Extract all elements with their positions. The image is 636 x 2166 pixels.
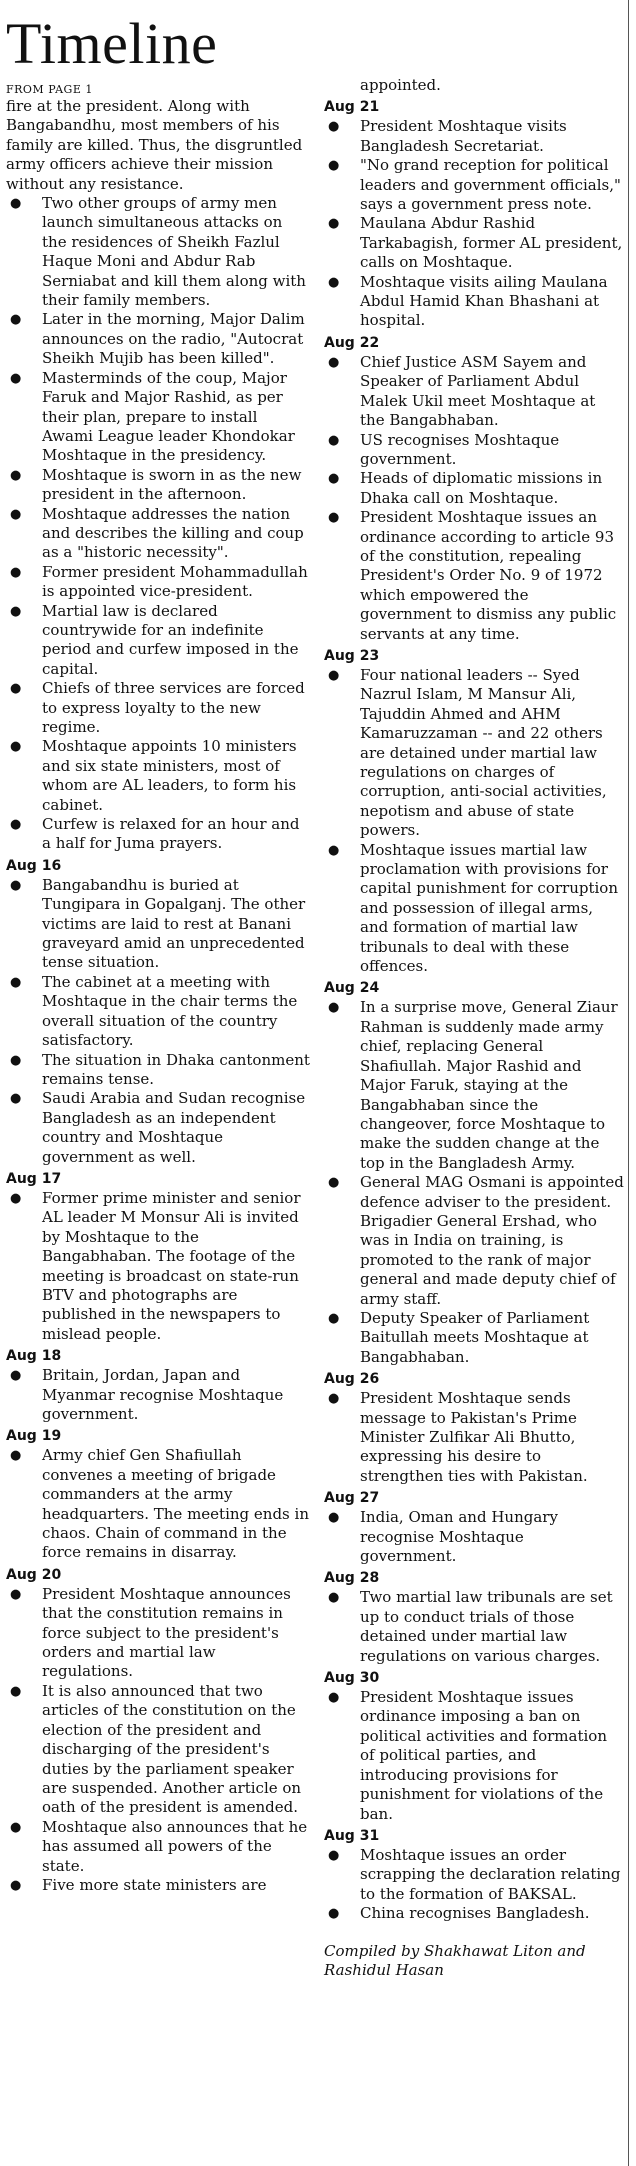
bullet-icon: ● xyxy=(10,1368,22,1384)
item-list xyxy=(6,1446,311,1562)
timeline-item-text: President Moshtaque sends message to Pakistan's Prime Minister Zulfikar Ali Bhutto, expressing his desire to strengthen ties with Pakistan. xyxy=(360,1389,588,1485)
timeline-item-text: President Moshtaque issues ordinance imposing a ban on political activities and formation of political parties, and introducing provisions for punishment for violations of the ban. xyxy=(360,1688,607,1823)
item-list xyxy=(6,876,311,1167)
byline-credit: Compiled by Shakhawat Liton and Rashidul Hasan xyxy=(324,1941,586,1979)
timeline-item-text: Later in the morning, Major Dalim announces on the radio, "Autocrat Sheikh Mujib has been killed". xyxy=(42,310,305,368)
timeline-item xyxy=(6,194,311,310)
bullet-icon: ● xyxy=(10,506,22,522)
bullet-icon: ● xyxy=(328,119,340,135)
bullet-icon: ● xyxy=(10,817,22,833)
continuation-label: FROM PAGE 1 xyxy=(6,83,93,96)
item-list xyxy=(324,998,624,1367)
bullet-icon: ● xyxy=(328,1847,340,1863)
timeline-item-text: Five more state ministers are xyxy=(42,1875,267,1894)
item-list xyxy=(6,1366,311,1424)
bullet-icon: ● xyxy=(328,1175,340,1191)
timeline-item-text: Saudi Arabia and Sudan recognise Bangladesh as an independent country and Moshtaque government as well. xyxy=(42,1089,306,1166)
section-aug-30 xyxy=(324,1668,624,1824)
timeline-item-text: India, Oman and Hungary recognise Moshtaque government. xyxy=(360,1508,558,1566)
timeline-item-text: It is also announced that two articles of the constitution on the election of the president and discharging of the president's duties by the parliament speaker are suspended. Another article on oath of the president is amended. xyxy=(42,1681,302,1817)
timeline-item-text: Curfew is relaxed for an hour and a half for Juma prayers. xyxy=(42,815,300,853)
bullet-icon: ● xyxy=(10,739,22,755)
bullet-icon: ● xyxy=(328,667,340,683)
timeline-item xyxy=(324,841,624,977)
timeline-item-text: In a surprise move, General Ziaur Rahman is suddenly made army chief, replacing General Shafiullah. Major Rashid and Major Faruk, staying at the Bangabhaban since the changeover, force Moshtaque to make the sudden change at the top in the Bangladesh Army. xyxy=(360,998,618,1172)
timeline-item xyxy=(324,214,624,272)
timeline-item-text: "No grand reception for political leaders and government officials," says a government press note. xyxy=(360,156,621,214)
right-column xyxy=(324,76,624,1980)
timeline-item xyxy=(324,1309,624,1367)
section-aug-17 xyxy=(6,1169,311,1344)
timeline-item-text: Moshtaque addresses the nation and describes the killing and coup as a "historic necessity". xyxy=(42,504,304,562)
bullet-icon: ● xyxy=(328,1510,340,1526)
timeline-item-text: China recognises Bangladesh. xyxy=(360,1904,590,1923)
date-heading: Aug 27 xyxy=(324,1490,380,1507)
bullet-icon: ● xyxy=(328,274,340,290)
timeline-item xyxy=(6,815,311,854)
timeline-item-text: The cabinet at a meeting with Moshtaque in the chair terms the overall situation of the country satisfactory. xyxy=(42,972,298,1050)
timeline-item xyxy=(324,1508,624,1566)
bullet-icon: ● xyxy=(10,1819,22,1835)
timeline-item-text: Former prime minister and senior AL leader M Monsur Ali is invited by Moshtaque to the Bangabhaban. The footage of the meeting is broadcast on state-run BTV and photographs are published in the newspapers to mislead people. xyxy=(42,1188,301,1343)
bullet-icon: ● xyxy=(328,510,340,526)
timeline-item xyxy=(6,1818,311,1876)
section-aug-16 xyxy=(6,856,311,1167)
timeline-item-text: Moshtaque visits ailing Maulana Abdul Hamid Khan Bhashani at hospital. xyxy=(360,272,608,330)
bullet-icon: ● xyxy=(10,1052,22,1068)
timeline-item xyxy=(6,973,311,1051)
timeline-item-text: President Moshtaque issues an ordinance according to article 93 of the constitution, repealing President's Order No. 9 of 1972 which empowered the government to dismiss any public servants at any time. xyxy=(360,508,617,643)
timeline-item-text: Moshtaque also announces that he has assumed all powers of the state. xyxy=(42,1817,308,1875)
timeline-item xyxy=(6,1051,311,1090)
section-aug-24 xyxy=(324,978,624,1367)
bullet-icon: ● xyxy=(328,432,340,448)
timeline-item-text: Maulana Abdur Rashid Tarkabagish, former AL president, calls on Moshtaque. xyxy=(360,214,623,272)
bullet-icon: ● xyxy=(10,1091,22,1107)
timeline-item xyxy=(324,431,624,470)
item-list xyxy=(324,1588,624,1666)
timeline-item-text: Army chief Gen Shafiullah convenes a meeting of brigade commanders at the army headquarters. The meeting ends in chaos. Chain of command in the force remains in disarray. xyxy=(42,1446,309,1562)
item-list xyxy=(324,1688,624,1824)
timeline-item xyxy=(6,737,311,815)
timeline-item-text: Four national leaders -- Syed Nazrul Islam, M Mansur Ali, Tajuddin Ahmed and AHM Kamaruzzaman -- and 22 others are detained under martial law regulations on charges of corruption, anti-social activities, nepotism and abuse of state powers. xyxy=(360,665,607,840)
bullet-icon: ● xyxy=(10,877,22,893)
item-list xyxy=(324,1389,624,1486)
item-list xyxy=(324,353,624,644)
timeline-item-text: President Moshtaque announces that the constitution remains in force subject to the president's orders and martial law regulations. xyxy=(42,1584,291,1681)
date-heading: Aug 20 xyxy=(6,1566,62,1583)
timeline-item xyxy=(324,1588,624,1666)
section-aug-23 xyxy=(324,646,624,977)
bullet-icon: ● xyxy=(328,158,340,174)
date-heading: Aug 19 xyxy=(6,1428,62,1445)
date-heading: Aug 16 xyxy=(6,857,62,874)
timeline-item xyxy=(6,1189,311,1344)
bullet-icon: ● xyxy=(328,354,340,370)
date-heading: Aug 21 xyxy=(324,99,380,116)
timeline-item-text: Moshtaque appoints 10 ministers and six state ministers, most of whom are AL leaders, to form his cabinet. xyxy=(42,737,297,814)
timeline-item xyxy=(6,876,311,973)
aug15-list xyxy=(6,194,311,854)
bullet-icon: ● xyxy=(10,196,22,212)
section-aug-19 xyxy=(6,1426,311,1562)
item-list xyxy=(324,117,624,330)
timeline-item xyxy=(6,1089,311,1167)
timeline-item xyxy=(6,466,311,505)
timeline-item xyxy=(324,508,624,644)
date-heading: Aug 22 xyxy=(324,334,380,351)
timeline-item xyxy=(324,1173,624,1309)
bullet-icon: ● xyxy=(328,1690,340,1706)
section-aug-21 xyxy=(324,97,624,330)
timeline-item xyxy=(324,1389,624,1486)
timeline-item xyxy=(324,353,624,431)
page-title: Timeline xyxy=(6,11,218,76)
bullet-icon: ● xyxy=(10,603,22,619)
timeline-item xyxy=(324,469,624,508)
bullet-icon: ● xyxy=(10,681,22,697)
section-aug-26 xyxy=(324,1369,624,1486)
timeline-item xyxy=(6,505,311,563)
date-heading: Aug 26 xyxy=(324,1371,380,1388)
timeline-item xyxy=(6,1366,311,1424)
bullet-icon: ● xyxy=(328,471,340,487)
continued-text: appointed. xyxy=(360,76,441,94)
timeline-item-text: Martial law is declared countrywide for an indefinite period and curfew imposed in the capital. xyxy=(42,601,299,678)
timeline-item xyxy=(324,1688,624,1824)
section-aug-22 xyxy=(324,333,624,644)
timeline-item xyxy=(6,1876,311,1895)
timeline-item xyxy=(324,1846,624,1904)
timeline-item xyxy=(324,998,624,1173)
section-aug-28 xyxy=(324,1568,624,1666)
timeline-item xyxy=(324,273,624,331)
section-aug-20 xyxy=(6,1565,311,1896)
date-heading: Aug 23 xyxy=(324,647,380,664)
timeline-item-text: Chief Justice ASM Sayem and Speaker of Parliament Abdul Malek Ukil meet Moshtaque at the Bangabhaban. xyxy=(360,352,596,430)
date-heading: Aug 17 xyxy=(6,1170,62,1187)
date-heading: Aug 30 xyxy=(324,1670,380,1687)
timeline-item-text: Bangabandhu is buried at Tungipara in Gopalganj. The other victims are laid to rest at Banani graveyard amid an unprecedented tense situation. xyxy=(42,875,306,972)
timeline-item-text: Moshtaque issues an order scrapping the declaration relating to the formation of BAKSAL. xyxy=(360,1845,621,1903)
bullet-icon: ● xyxy=(328,216,340,232)
timeline-item-text: Masterminds of the coup, Major Faruk and Major Rashid, as per their plan, prepare to install Awami League leader Khondokar Moshtaque in the presidency. xyxy=(42,368,295,465)
timeline-item-text: Chiefs of three services are forced to express loyalty to the new regime. xyxy=(42,679,305,736)
timeline-item-text: Heads of diplomatic missions in Dhaka call on Moshtaque. xyxy=(360,469,603,507)
item-list xyxy=(6,1189,311,1344)
timeline-item xyxy=(324,156,624,214)
timeline-item-text: President Moshtaque visits Bangladesh Secretariat. xyxy=(360,117,567,155)
date-heading: Aug 18 xyxy=(6,1348,62,1365)
bullet-icon: ● xyxy=(328,842,340,858)
bullet-icon: ● xyxy=(10,1586,22,1602)
column-divider xyxy=(628,0,629,2166)
timeline-item-text: Moshtaque issues martial law proclamation with provisions for capital punishment for corruption and possession of illegal arms, and formation of martial law tribunals to deal with these offences. xyxy=(360,840,618,976)
bullet-icon: ● xyxy=(328,1906,340,1922)
timeline-item-text: Moshtaque is sworn in as the new president in the afternoon. xyxy=(42,465,302,504)
bullet-icon: ● xyxy=(10,564,22,580)
timeline-item-text: Former president Mohammadullah is appointed vice-president. xyxy=(42,562,308,601)
date-heading: Aug 31 xyxy=(324,1827,380,1844)
bullet-icon: ● xyxy=(10,974,22,990)
timeline-item-text: The situation in Dhaka cantonment remains tense. xyxy=(42,1050,310,1088)
timeline-item xyxy=(324,117,624,156)
timeline-item xyxy=(6,1446,311,1562)
bullet-icon: ● xyxy=(10,1877,22,1893)
timeline-item xyxy=(6,602,311,680)
timeline-item xyxy=(324,666,624,841)
date-heading: Aug 28 xyxy=(324,1570,380,1587)
item-list xyxy=(324,1508,624,1566)
item-list xyxy=(324,1846,624,1924)
item-list xyxy=(6,1585,311,1896)
bullet-icon: ● xyxy=(10,1190,22,1206)
bullet-icon: ● xyxy=(10,312,22,328)
date-heading: Aug 24 xyxy=(324,980,380,997)
left-column xyxy=(6,82,311,1895)
timeline-item-text: Britain, Jordan, Japan and Myanmar recognise Moshtaque government. xyxy=(42,1366,284,1423)
bullet-icon: ● xyxy=(10,467,22,483)
timeline-item xyxy=(6,310,311,368)
timeline-item xyxy=(6,369,311,466)
bullet-icon: ● xyxy=(328,1590,340,1606)
item-list xyxy=(324,666,624,977)
timeline-item xyxy=(6,563,311,602)
timeline-item xyxy=(324,1904,624,1923)
timeline-item-text: Two martial law tribunals are set up to conduct trials of those detained under martial law regulations on various charges. xyxy=(360,1588,613,1665)
bullet-icon: ● xyxy=(328,1391,340,1407)
timeline-item-text: General MAG Osmani is appointed defence adviser to the president. Brigadier General Ershad, who was in India on training, is promoted to the rank of major general and made deputy chief of army staff. xyxy=(360,1173,624,1308)
bullet-icon: ● xyxy=(328,1310,340,1326)
timeline-item xyxy=(6,679,311,737)
bullet-icon: ● xyxy=(10,1448,22,1464)
bullet-icon: ● xyxy=(328,1000,340,1016)
timeline-item xyxy=(6,1682,311,1818)
timeline-item-text: US recognises Moshtaque government. xyxy=(360,430,560,468)
timeline-item xyxy=(6,1585,311,1682)
section-aug-18 xyxy=(6,1346,311,1424)
timeline-item-text: Two other groups of army men launch simultaneous attacks on the residences of Sheikh Fazlul Haque Moni and Abdur Rab Serniabat and kill them along with their family members. xyxy=(42,194,306,310)
bullet-icon: ● xyxy=(10,370,22,386)
intro-paragraph: fire at the president. Along with Bangabandhu, most members of his family are killed. Thus, the disgruntled army officers achieve their mission without any resistance. xyxy=(6,97,303,193)
section-aug-31 xyxy=(324,1826,624,1924)
section-aug-27 xyxy=(324,1488,624,1566)
bullet-icon: ● xyxy=(10,1683,22,1699)
timeline-item-text: Deputy Speaker of Parliament Baitullah meets Moshtaque at Bangabhaban. xyxy=(360,1308,590,1366)
